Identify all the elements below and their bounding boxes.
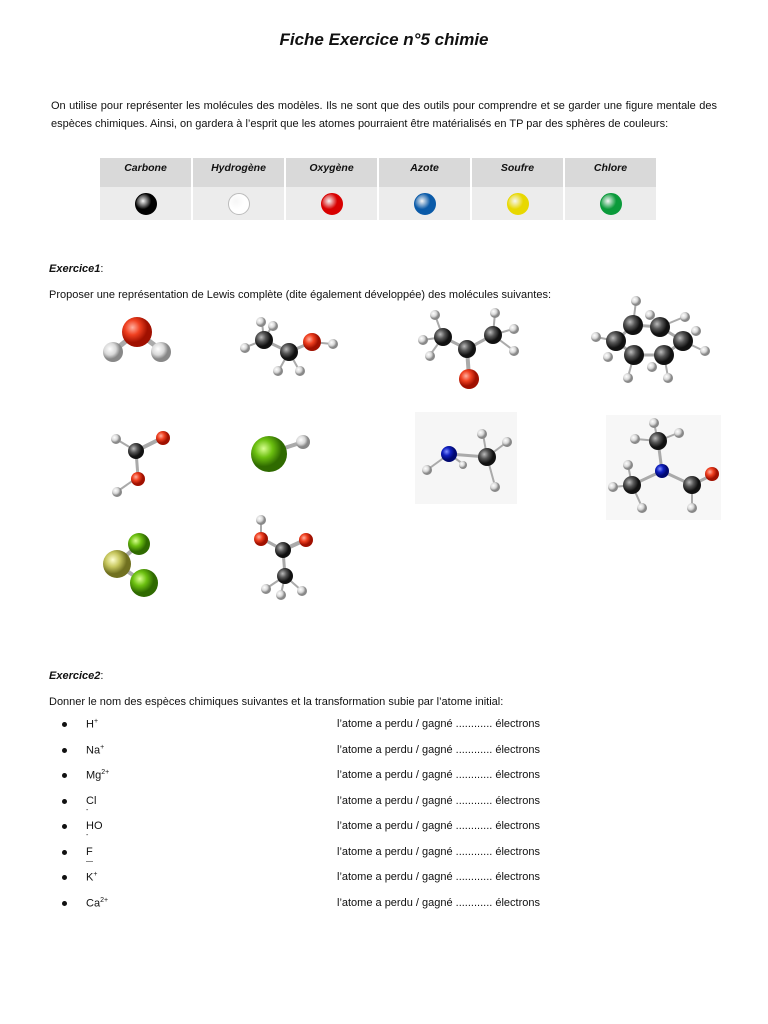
chlorine-sphere [600, 193, 622, 215]
exercise1-instruction: Proposer une représentation de Lewis complète (dite également développée) des molécules suivantes: [49, 289, 552, 301]
atom-name-chlore: Chlore [565, 158, 656, 187]
cyclohexane-molecule-image [588, 295, 718, 390]
sulfur-sphere [507, 193, 529, 215]
atom-color-table [98, 158, 658, 220]
exercise1-title: Exercice1: [49, 263, 104, 275]
sulfur-dichloride-molecule-image [95, 528, 170, 603]
ion-answer-line: l’atome a perdu / gagné ............ électrons [337, 845, 541, 858]
hydrogen-sphere [228, 193, 250, 215]
ion-answer-line: l’atome a perdu / gagné ............ électrons [337, 794, 541, 807]
page-title: Fiche Exercice n°5 chimie [279, 30, 489, 49]
atom-color-row [100, 187, 656, 220]
exercise2-title: Exercice2: [49, 670, 104, 682]
ion-answer-line: l’atome a perdu / gagné ............ électrons [337, 820, 541, 832]
ion-label: $Ca^{2+}$ [86, 896, 109, 910]
carbon-sphere [135, 193, 157, 215]
nitrogen-sphere [414, 193, 436, 215]
exercise2-instruction: Donner le nom des espèces chimiques suivantes et la transformation subie par l’atome initial: [49, 696, 504, 708]
hcl-molecule-image [245, 428, 325, 478]
ion-label: Cl - [86, 794, 97, 814]
ion-answer-line: l’atome a perdu / gagné ............ électrons [337, 769, 541, 781]
ion-answer-line: l’atome a perdu / gagné ............ électrons [337, 871, 541, 883]
atom-name-carbone: Carbone [100, 158, 191, 187]
ion-answer-line: l’atome a perdu / gagné ............ électrons [337, 718, 541, 730]
atom-name-row [100, 158, 656, 187]
ion-label: $Mg^{2+}$ [86, 769, 110, 782]
acetone-molecule-image [415, 305, 525, 395]
ion-answer-line: l’atome a perdu / gagné ............ électrons [337, 896, 541, 909]
methylamine-molecule-image [415, 412, 517, 504]
ion-label: HO - [86, 820, 103, 839]
oxygen-sphere [321, 193, 343, 215]
ethanol-molecule-image [234, 312, 344, 382]
atom-name-soufre: Soufre [472, 158, 563, 187]
atom-name-oxygene: Oxygène [286, 158, 377, 187]
dimethylformamide-molecule-image [606, 415, 721, 520]
atom-name-azote: Azote [379, 158, 470, 187]
intro-paragraph: On utilise pour représenter les molécules des modèles. Ils ne sont que des outils pour comprendre et se garder une figure mentale des espèces chimiques. Ainsi, on gardera à l’esprit que les atomes pourraient être matérialisés en TP par des sphères de couleurs: [51, 100, 717, 130]
formic-acid-molecule-image [100, 425, 180, 505]
ion-label: H+ [86, 718, 99, 731]
atom-name-hydrogene: Hydrogène [193, 158, 284, 187]
water-molecule-image [95, 310, 185, 370]
ion-answer-line: l’atome a perdu / gagné ............ électrons [337, 743, 541, 756]
acetic-acid-molecule-image [245, 512, 325, 602]
ion-label: F— [86, 845, 93, 865]
ion-label: Na+ [86, 743, 105, 757]
ion-label: K+ [86, 871, 98, 884]
